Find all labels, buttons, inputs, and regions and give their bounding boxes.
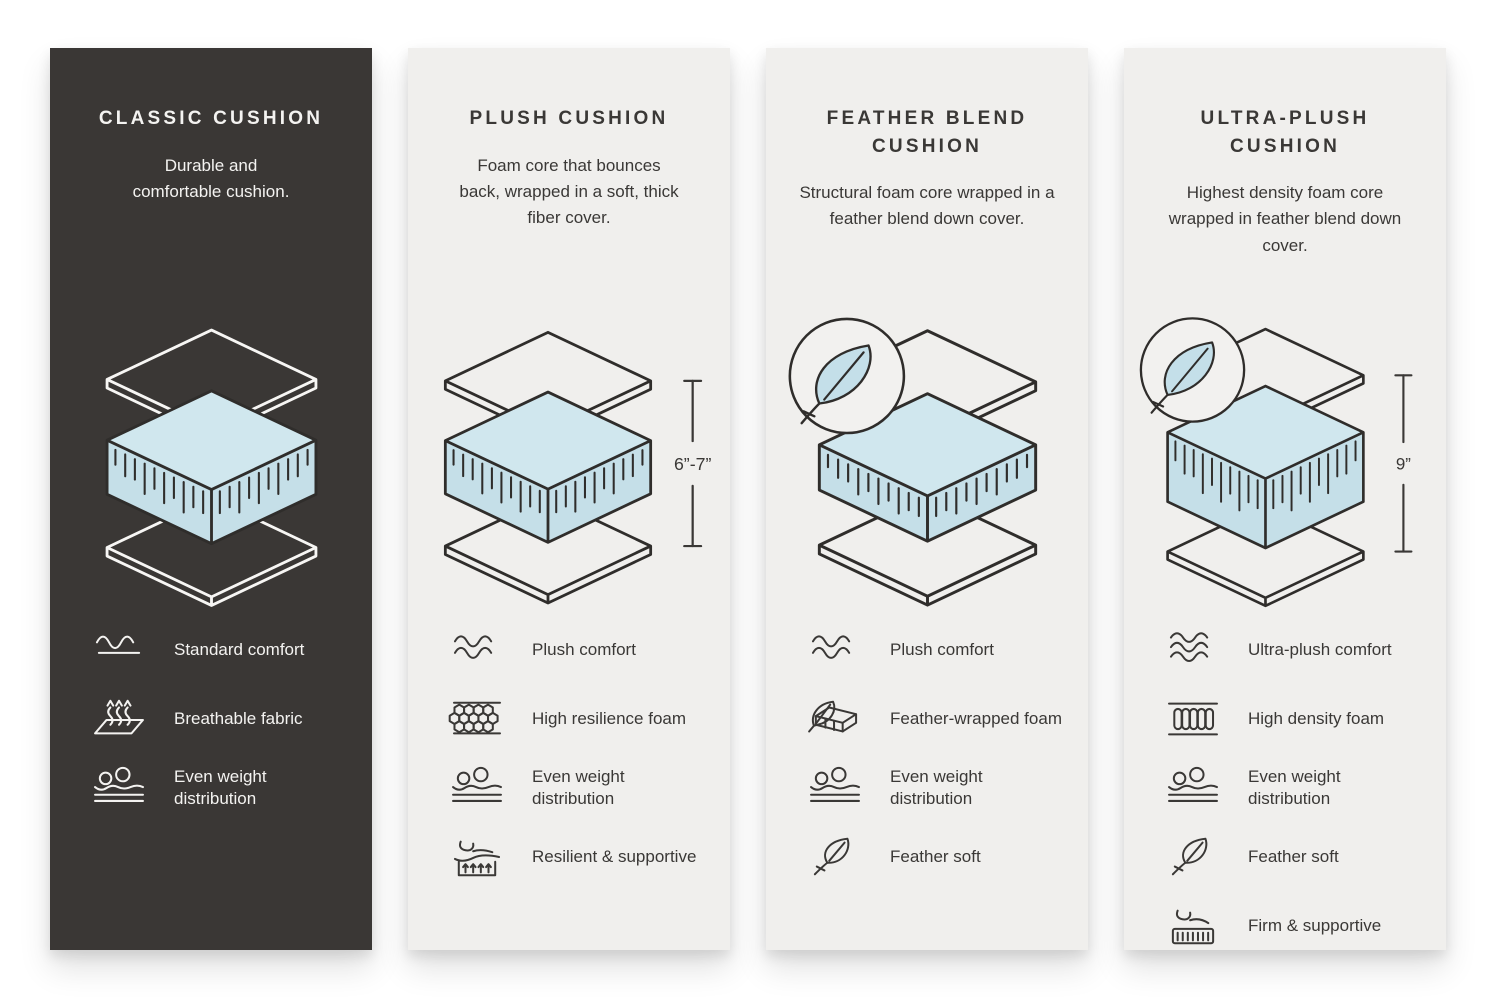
feature-item (1164, 696, 1428, 742)
honeycomb-foam-icon (448, 696, 506, 742)
feature-list (1124, 627, 1446, 949)
cushion-layers-illustration (1124, 313, 1446, 613)
dimension-label: 9” (1395, 454, 1411, 474)
card-plush-cushion (408, 48, 730, 950)
feature-item (1164, 765, 1428, 811)
foam-core-layer (107, 391, 316, 544)
feature-label: Standard comfort (174, 639, 305, 659)
cushion-layers-illustration (766, 313, 1088, 613)
feature-label: High density foam (1248, 708, 1385, 728)
card-description: Durable and comfortable cushion. (132, 155, 290, 201)
cushion-layers-illustration (50, 313, 372, 613)
feature-label: Plush comfort (890, 639, 994, 659)
feature-item (90, 627, 354, 673)
feature-label: Even weight distribution (1248, 766, 1341, 808)
resilient-supportive-icon (448, 834, 506, 880)
high-density-foam-icon (1164, 696, 1222, 742)
wave-triple-icon (1164, 627, 1222, 673)
feather-icon (1164, 834, 1222, 880)
feature-label: Firm & supportive (1248, 915, 1382, 935)
card-classic-cushion (50, 48, 372, 950)
feature-list (766, 627, 1088, 880)
card-feather-blend-cushion (766, 48, 1088, 950)
cushion-svg (1132, 313, 1439, 613)
card-header (1124, 105, 1446, 313)
feature-label: High resilience foam (532, 708, 687, 728)
feature-item (448, 627, 712, 673)
card-description: Foam core that bounces back, wrapped in a soft, thick fiber cover. (459, 155, 679, 228)
feature-label: Plush comfort (532, 639, 636, 659)
card-title: ULTRA-PLUSH CUSHION (1200, 108, 1370, 157)
feature-list (408, 627, 730, 880)
cushion-svg (408, 313, 730, 613)
wave-single-icon (90, 627, 148, 673)
card-ultra-plush-cushion (1124, 48, 1446, 950)
breathable-fabric-icon (90, 696, 148, 742)
even-weight-icon (90, 765, 148, 811)
feature-label: Even weight distribution (174, 766, 267, 808)
feature-item (806, 765, 1070, 811)
feature-item (90, 696, 354, 742)
feature-item (806, 627, 1070, 673)
feature-item (806, 834, 1070, 880)
feature-label: Even weight distribution (532, 766, 625, 808)
even-weight-icon (448, 765, 506, 811)
feature-list (50, 627, 372, 811)
foam-core-layer (445, 392, 650, 542)
feature-item (806, 696, 1070, 742)
feature-item (1164, 627, 1428, 673)
card-description: Highest density foam core wrapped in feather blend down cover. (1168, 183, 1402, 255)
feature-item (1164, 903, 1428, 949)
feather-badge (789, 319, 903, 433)
card-title: PLUSH CUSHION (469, 108, 669, 129)
even-weight-icon (806, 765, 864, 811)
dimension-label: 6”-7” (673, 454, 712, 474)
feature-label: Feather soft (1248, 846, 1339, 866)
feature-item (1164, 834, 1428, 880)
firm-supportive-icon (1164, 903, 1222, 949)
feature-item (448, 696, 712, 742)
wave-double-icon (448, 627, 506, 673)
cushion-svg (69, 313, 354, 613)
feature-label: Even weight distribution (890, 766, 983, 808)
feature-label: Resilient & supportive (532, 846, 697, 866)
feature-label: Ultra-plush comfort (1248, 639, 1392, 659)
card-header (766, 105, 1088, 313)
card-header (408, 105, 730, 313)
feature-item (448, 834, 712, 880)
feather-icon (806, 834, 864, 880)
feather-badge (1140, 318, 1243, 421)
feather-wrapped-foam-icon (806, 696, 864, 742)
feature-label: Feather soft (890, 846, 981, 866)
feature-item (448, 765, 712, 811)
feature-item (90, 765, 354, 811)
wave-double-icon (806, 627, 864, 673)
card-title: CLASSIC CUSHION (98, 108, 324, 129)
even-weight-icon (1164, 765, 1222, 811)
feature-label: Feather-wrapped foam (890, 708, 1062, 728)
card-description: Structural foam core wrapped in a feather blend down cover. (799, 183, 1055, 229)
feature-label: Breathable fabric (174, 708, 303, 728)
card-title: FEATHER BLEND CUSHION (826, 108, 1028, 157)
cushion-svg (780, 313, 1075, 613)
cushion-layers-illustration (408, 313, 730, 613)
card-header (50, 105, 372, 313)
